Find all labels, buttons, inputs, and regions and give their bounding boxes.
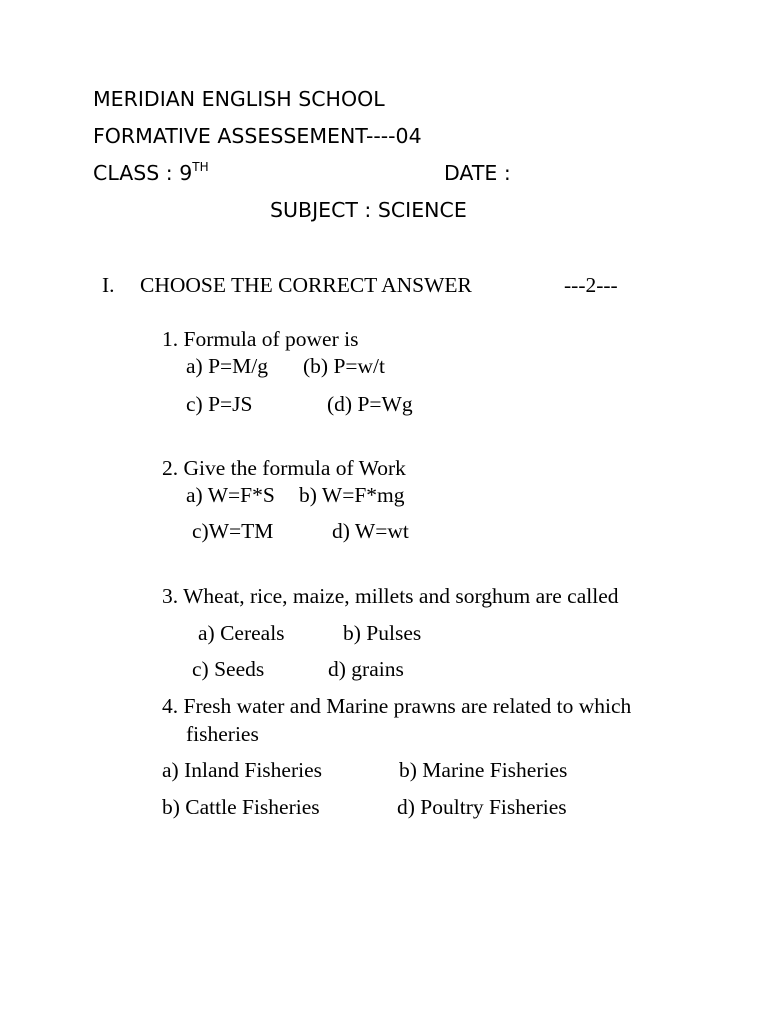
question-1-option-a: a) P=M/g (186, 354, 269, 378)
assessment-title: FORMATIVE ASSESSEMENT----04 (93, 124, 422, 148)
question-1-text: 1. Formula of power is (162, 327, 359, 351)
question-1-option-d: (d) P=Wg (327, 392, 413, 416)
question-2-text: 2. Give the formula of Work (162, 456, 406, 480)
question-4-text: 4. Fresh water and Marine prawns are related to which (162, 694, 632, 718)
question-1-option-c: c) P=JS (186, 392, 253, 416)
question-3-option-a: a) Cereals (198, 621, 285, 645)
section-number: I. (102, 273, 115, 297)
subject-label: SUBJECT : SCIENCE (270, 198, 467, 222)
class-superscript: TH (192, 160, 209, 174)
question-3-option-b: b) Pulses (343, 621, 422, 645)
question-2-option-d: d) W=wt (332, 519, 409, 543)
question-4-option-a: a) Inland Fisheries (162, 758, 323, 782)
section-title: CHOOSE THE CORRECT ANSWER (140, 273, 472, 297)
question-1-option-b: (b) P=w/t (303, 354, 386, 378)
question-4-option-d: d) Poultry Fisheries (397, 795, 567, 819)
question-2-option-c: c)W=TM (192, 519, 274, 543)
question-4-text-continued: fisheries (186, 722, 259, 746)
question-2-option-b: b) W=F*mg (299, 483, 405, 507)
section-marks: ---2--- (564, 273, 618, 297)
school-name: MERIDIAN ENGLISH SCHOOL (93, 87, 385, 111)
class-value: CLASS : 9 (93, 161, 193, 185)
class-label (93, 160, 209, 185)
question-3-option-c: c) Seeds (192, 657, 265, 681)
question-2-option-a: a) W=F*S (186, 483, 275, 507)
question-3-option-d: d) grains (328, 657, 404, 681)
question-3-text: 3. Wheat, rice, maize, millets and sorghum are called (162, 584, 619, 608)
question-4-option-c: b) Cattle Fisheries (162, 795, 320, 819)
question-4-option-b: b) Marine Fisheries (399, 758, 568, 782)
date-label: DATE : (444, 161, 511, 185)
